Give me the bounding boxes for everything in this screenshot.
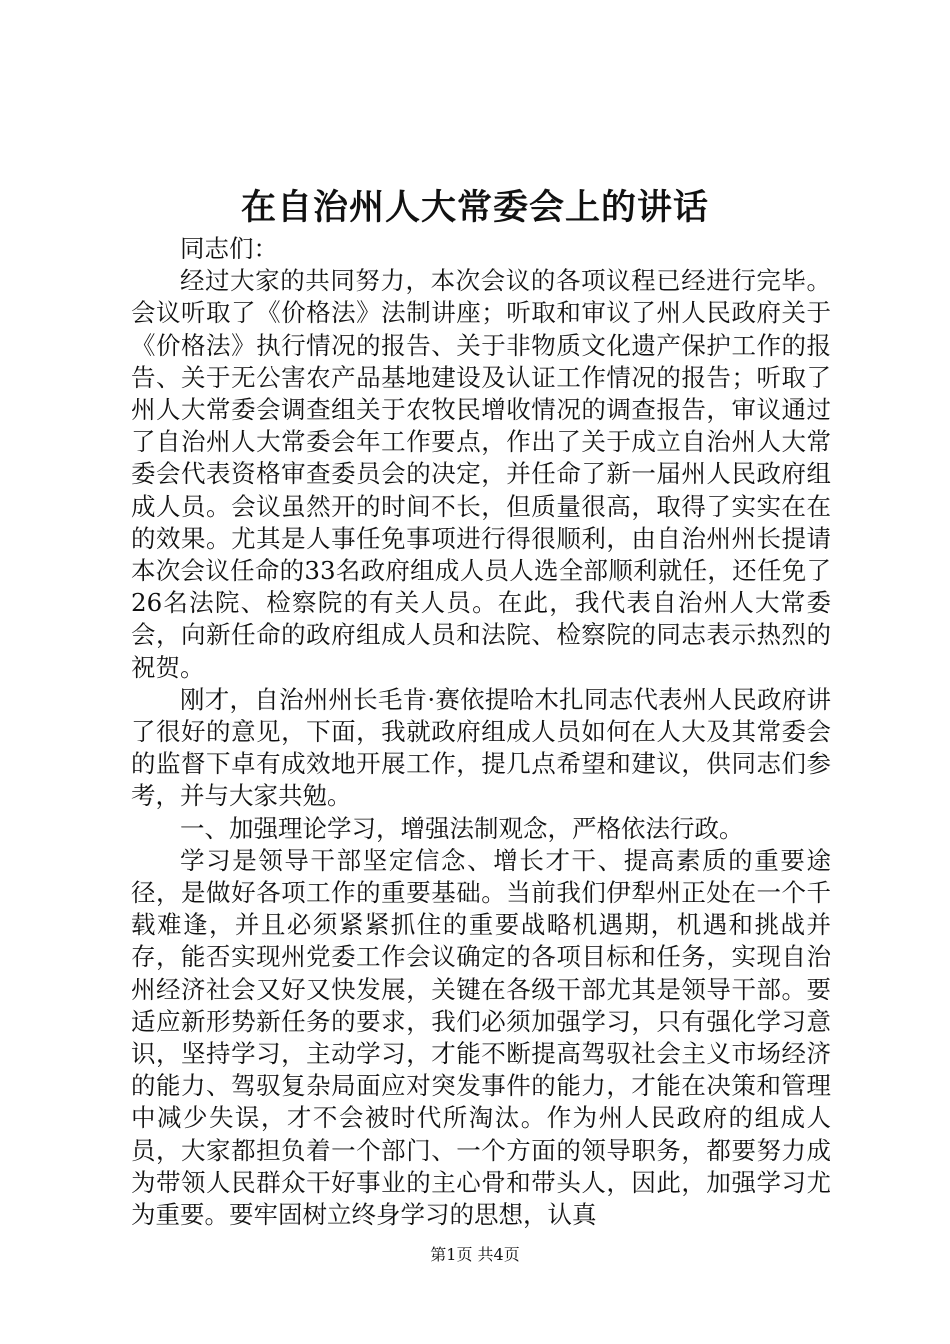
document-body [131,233,831,1231]
page-footer: 第1页 共4页 [430,1245,520,1264]
paragraph-2: 刚才，自治州州长毛肯·赛依提哈木扎同志代表州人民政府讲了很好的意见，下面，我就政府组成人员如何在人大及其常委会的监督下卓有成效地开展工作，提几点希望和建议，供同志们参考，并与大家共勉。 [131,684,831,811]
document-title: 在自治州人大常委会上的讲话 [240,187,709,228]
paragraph-3: 学习是领导干部坚定信念、增长才干、提高素质的重要途径，是做好各项工作的重要基础。当前我们伊犁州正处在一个千载难逢，并且必须紧紧抓住的重要战略机遇期，机遇和挑战并存，能否实现州党委工作会议确定的各项目标和任务，实现自治州经济社会又好又快发展，关键在各级干部尤其是领导干部。要适应新形势新任务的要求，我们必须加强学习，只有强化学习意识，坚持学习，主动学习，才能不断提高驾驭社会主义市场经济的能力、驾驭复杂局面应对突发事件的能力，才能在决策和管理中减少失误，才不会被时代所淘汰。作为州人民政府的组成人员，大家都担负着一个部门、一个方面的领导职务，都要努力成为带领人民群众干好事业的主心骨和带头人，因此，加强学习尤为重要。要牢固树立终身学习的思想，认真 [131,845,831,1230]
section-heading-1: 一、加强理论学习，增强法制观念，严格依法行政。 [180,813,744,843]
paragraph-salutation: 同志们： [180,234,278,263]
paragraph-1: 经过大家的共同努力，本次会议的各项议程已经进行完毕。会议听取了《价格法》法制讲座；听取和审议了州人民政府关于《价格法》执行情况的报告、关于非物质文化遗产保护工作的报告、关于无公害农产品基地建设及认证工作情况的报告；听取了州人大常委会调查组关于农牧民增收情况的调查报告，审议通过了自治州人大常委会年工作要点，作出了关于成立自治州人大常委会代表资格审查委员会的决定，并任命了新一届州人民政府组成人员。会议虽然开的时间不长，但质量很高，取得了实实在在的效果。尤其是人事任免事项进行得很顺利，由自治州州长提请本次会议任命的33名政府组成人员人选全部顺利就任，还任免了26名法院、检察院的有关人员。在此，我代表自治州人大常委会，向新任命的政府组成人员和法院、检察院的同志表示热烈的祝贺。 [131,266,831,682]
